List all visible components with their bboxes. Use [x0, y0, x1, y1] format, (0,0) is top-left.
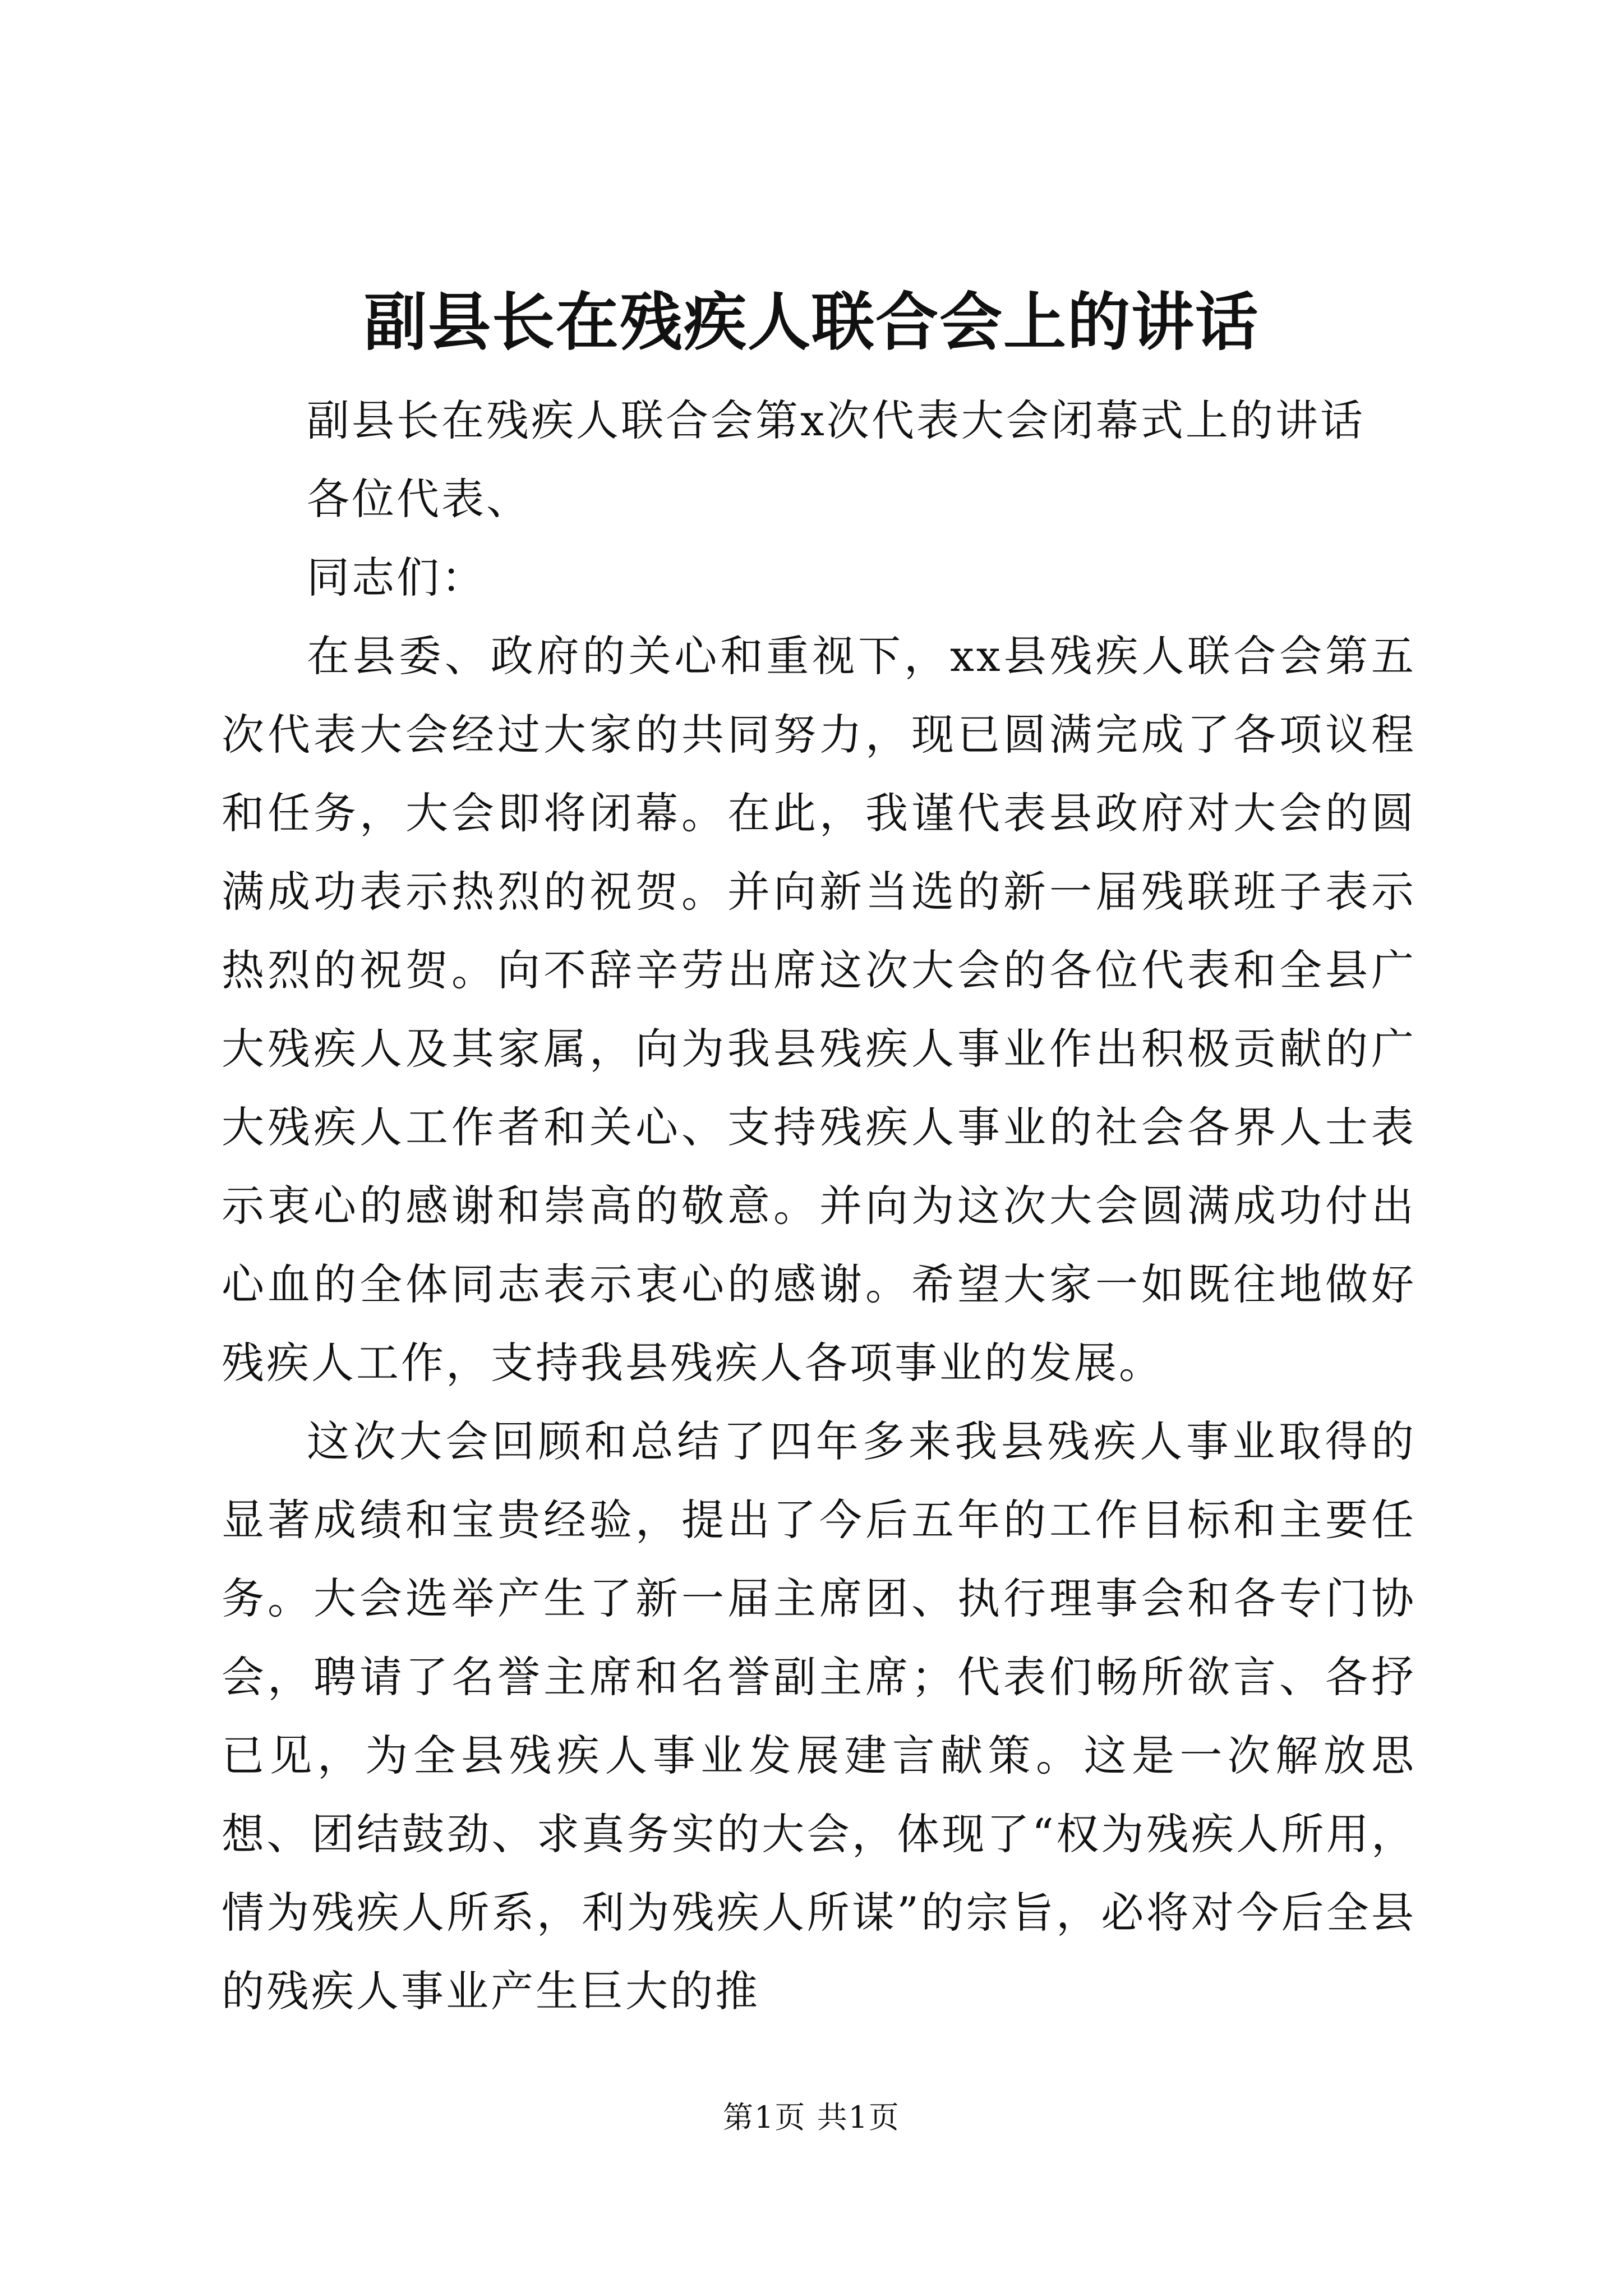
body-paragraph-2: 这次大会回顾和总结了四年多来我县残疾人事业取得的显著成绩和宝贵经验，提出了今后五年的工作目标和主要任务。大会选举产生了新一届主席团、执行理事会和各专门协会，聘请了名誉主席和名誉副主席；代表们畅所欲言、各抒已见，为全县残疾人事业发展建言献策。这是一次解放思想、团结鼓劲、求真务实的大会，体现了“权为残疾人所用，情为残疾人所系，利为残疾人所谋”的宗旨，必将对今后全县的残疾人事业产生巨大的推: [222, 1416, 1416, 2016]
document-title: 副县长在残疾人联合会上的讲话: [364, 286, 1259, 359]
document-body: [222, 381, 1416, 2031]
salutation-line-2: 同志们：: [307, 553, 486, 602]
body-paragraph-1: 在县委、政府的关心和重视下，xx县残疾人联合会第五次代表大会经过大家的共同努力，现已圆满完成了各项议程和任务，大会即将闭幕。在此，我谨代表县政府对大会的圆满成功表示热烈的祝贺。并向新当选的新一届残联班子表示热烈的祝贺。向不辞辛劳出席这次大会的各位代表和全县广大残疾人及其家属，向为我县残疾人事业作出积极贡献的广大残疾人工作者和关心、支持残疾人事业的社会各界人士表示衷心的感谢和崇高的敬意。并向为这次大会圆满成功付出心血的全体同志表示衷心的感谢。希望大家一如既往地做好残疾人工作，支持我县残疾人各项事业的发展。: [222, 631, 1416, 1388]
page-footer: 第1页 共1页: [723, 2100, 900, 2135]
salutation-line-1: 各位代表、: [307, 474, 531, 524]
subtitle-paragraph: 副县长在残疾人联合会第x次代表大会闭幕式上的讲话: [307, 395, 1365, 445]
